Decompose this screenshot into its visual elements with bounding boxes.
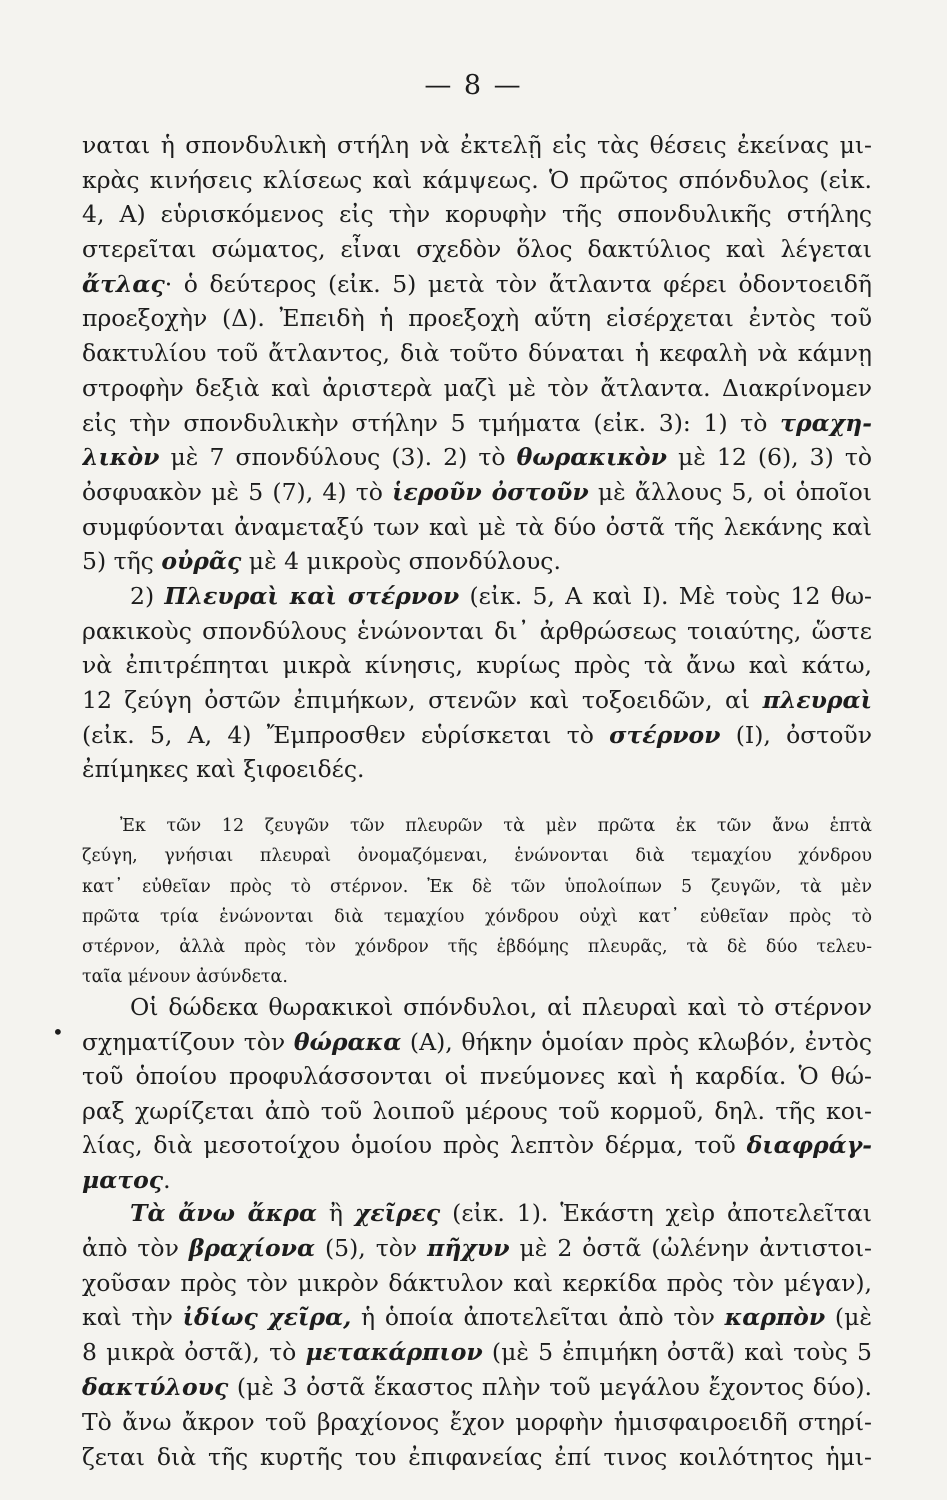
text-segment: 8 μικρὰ ὀστᾶ), τὸ xyxy=(82,1338,306,1367)
text-line: νὰ ἐπιτρέπηται μικρὰ κίνησις, κυρίως πρὸς τὰ ἄνω καὶ κάτω, xyxy=(82,651,872,680)
text-line: ζεται διὰ τῆς κυρτῆς του ἐπιφανείας ἐπί τινος κοιλότητος ἡμι- xyxy=(82,1442,872,1471)
text-segment: (εἰκ. 5, Α, 4) Ἔμπροσθεν εὑρίσκεται τὸ xyxy=(82,720,610,749)
text-line xyxy=(82,1370,872,1405)
emphasized-term: λικὸν xyxy=(82,443,160,472)
emphasized-term: βραχίονα xyxy=(188,1233,316,1262)
emphasized-term: στέρνον xyxy=(609,720,721,749)
text-line: δακτυλίου τοῦ ἄτλαντος, διὰ τοῦτο δύναται ἡ κεφαλὴ νὰ κάμνῃ xyxy=(82,339,872,368)
text-segment: (μὲ 3 ὀστᾶ ἕκαστος πλὴν τοῦ μεγάλου ἔχοντος δύο). xyxy=(228,1372,872,1401)
text-line xyxy=(82,267,872,302)
emphasized-term: μετακάρπιον xyxy=(305,1338,483,1367)
text-line xyxy=(82,475,872,510)
emphasized-term: ἱεροῦν ὀστοῦν xyxy=(392,477,589,506)
text-line xyxy=(82,1300,872,1335)
text-segment: ἀπὸ τὸν xyxy=(82,1233,189,1262)
text-segment: μὲ 12 (6), 3) τὸ xyxy=(666,443,872,472)
text-segment: (μὲ xyxy=(825,1303,872,1332)
text-segment: (μὲ 5 ἐπιμήκη ὀστᾶ) καὶ τοὺς 5 xyxy=(482,1338,872,1367)
text-segment: 12 ζεύγη ὀστῶν ἐπιμήκων, στενῶν καὶ τοξοειδῶν, αἱ xyxy=(82,686,763,714)
margin-mark: • xyxy=(52,1020,64,1044)
text-line: ταῖα μένουν ἀσύνδετα. xyxy=(82,967,288,988)
emphasized-term: θωρακικὸν xyxy=(516,443,667,472)
text-line: πρῶτα τρία ἑνώνονται διὰ τεμαχίου χόνδρου οὐχὶ κατ᾽ εὐθεῖαν πρὸς τὸ xyxy=(82,906,872,927)
emphasized-term: πλευραὶ xyxy=(762,686,872,714)
text-segment: ὀσφυακὸν μὲ 5 (7), 4) τὸ xyxy=(82,477,393,506)
emphasized-term: πῆχυν xyxy=(427,1233,510,1262)
text-line: ἐπίμηκες καὶ ξιφοειδές. xyxy=(82,755,365,784)
text-line: Τὸ ἄνω ἄκρον τοῦ βραχίονος ἔχον μορφὴν ἡμισφαιροειδῆ στηρί- xyxy=(82,1407,872,1436)
text-segment: μὲ 2 ὀστᾶ (ὠλένην ἀντιστοι- xyxy=(509,1233,872,1262)
text-line: ρακικοὺς σπονδύλους ἑνώνονται δι᾽ ἀρθρώσεως τοιαύτης, ὥστε xyxy=(82,616,872,645)
text-line: συμφύονται ἀναμεταξύ των καὶ μὲ τὰ δύο ὀστᾶ τῆς λεκάνης καὶ xyxy=(82,512,872,541)
text-line: ραξ χωρίζεται ἀπὸ τοῦ λοιποῦ μέρους τοῦ κορμοῦ, δηλ. τῆς κοι- xyxy=(82,1096,872,1125)
text-segment: ἢ xyxy=(317,1199,355,1227)
text-line: ναται ἡ σπονδυλικὴ στήλη νὰ ἐκτελῇ εἰς τὰς θέσεις ἐκείνας μι- xyxy=(82,131,872,159)
text-line: τοῦ ὁποίου προφυλάσσονται οἱ πνεύμονες καὶ ἡ καρδία. Ὁ θώ- xyxy=(82,1062,872,1091)
main-paragraph xyxy=(82,128,872,787)
text-line xyxy=(82,544,872,579)
text-line xyxy=(82,1163,872,1198)
text-line: στέρνον, ἀλλὰ πρὸς τὸν χόνδρον τῆς ἑβδόμης πλευρᾶς, τὰ δὲ δύο τελευ- xyxy=(82,937,872,958)
upper-limbs-paragraph xyxy=(82,1196,872,1474)
emphasized-term: δακτύλους xyxy=(82,1372,229,1401)
emphasized-term: τραχη- xyxy=(780,408,872,437)
text-line xyxy=(82,1335,872,1370)
emphasized-term: Τὰ ἄνω ἄκρα xyxy=(130,1199,317,1227)
text-line: κατ᾽ εὐθεῖαν πρὸς τὸ στέρνον. Ἐκ δὲ τῶν ὑπολοίπων 5 ζευγῶν, τὰ μὲν xyxy=(82,876,872,897)
text-segment: καὶ τὴν xyxy=(82,1303,183,1332)
text-segment: μὲ 7 σπονδύλους (3). 2) τὸ xyxy=(159,443,517,472)
text-line xyxy=(82,1025,872,1060)
text-line: στροφὴν δεξιὰ καὶ ἀριστερὰ μαζὶ μὲ τὸν ἄτλαντα. Διακρίνομεν xyxy=(82,373,872,402)
text-line xyxy=(82,440,872,475)
text-line xyxy=(82,579,872,614)
text-segment: (Ι), ὀστοῦν xyxy=(720,720,872,749)
text-segment: 5) τῆς xyxy=(82,547,162,576)
text-segment: (Α), θήκην ὁμοίαν πρὸς κλωβόν, ἐντὸς xyxy=(401,1027,872,1056)
emphasized-term: ἰδίως χεῖρα, xyxy=(182,1303,352,1332)
text-line: Οἱ δώδεκα θωρακικοὶ σπόνδυλοι, αἱ πλευραὶ καὶ τὸ στέρνον xyxy=(130,993,872,1021)
text-segment: (εἰκ. 5, Α καὶ Ι). Μὲ τοὺς 12 θω- xyxy=(459,581,872,610)
footnote-paragraph xyxy=(82,811,872,993)
text-line: κρὰς κινήσεις κλίσεως καὶ κάμψεως. Ὁ πρῶτος σπόνδυλος (εἰκ. xyxy=(82,165,872,194)
text-line xyxy=(82,683,872,718)
text-segment: μὲ 4 μικροὺς σπονδύλους. xyxy=(241,547,561,576)
text-line xyxy=(82,718,872,753)
thorax-paragraph xyxy=(82,990,872,1198)
text-line xyxy=(82,1128,872,1163)
emphasized-term: καρπὸν xyxy=(724,1303,826,1332)
text-segment: σχηματίζουν τὸν xyxy=(82,1027,294,1056)
text-line: Ἐκ τῶν 12 ζευγῶν τῶν πλευρῶν τὰ μὲν πρῶτα ἐκ τῶν ἄνω ἑπτὰ xyxy=(120,816,872,836)
text-line: στερεῖται σώματος, εἶναι σχεδὸν ὅλος δακτύλιος καὶ λέγεται xyxy=(82,235,872,264)
text-line xyxy=(82,1231,872,1266)
emphasized-term: Πλευραὶ καὶ στέρνον xyxy=(164,581,460,610)
text-line: χοῦσαν πρὸς τὸν μικρὸν δάκτυλον καὶ κερκίδα πρὸς τὸν μέγαν), xyxy=(82,1268,872,1297)
emphasized-term: χεῖρες xyxy=(354,1199,441,1227)
text-segment: μὲ ἄλλους 5, οἱ ὁποῖοι xyxy=(588,477,872,506)
text-segment: · ὁ δεύτερος (εἰκ. 5) μετὰ τὸν ἄτλαντα φέρει ὀδοντοειδῆ xyxy=(164,269,872,298)
text-segment: (εἰκ. 1). Ἑκάστη χεὶρ ἀποτελεῖται xyxy=(440,1199,872,1227)
text-line: ζεύγη, γνήσιαι πλευραὶ ὀνομαζόμεναι, ἑνώνονται διὰ τεμαχίου χόνδρου xyxy=(82,846,872,867)
text-segment: . xyxy=(163,1165,171,1194)
text-line: 4, Α) εὑρισκόμενος εἰς τὴν κορυφὴν τῆς σπονδυλικῆς στήλης xyxy=(82,200,872,229)
text-segment: (5), τὸν xyxy=(315,1233,428,1262)
emphasized-term: ματος xyxy=(82,1165,164,1194)
text-segment: λίας, διὰ μεσοτοίχου ὁμοίου πρὸς λεπτὸν δέρμα, τοῦ xyxy=(82,1131,747,1160)
text-line xyxy=(82,406,872,441)
text-segment: εἰς τὴν σπονδυλικὴν στήλην 5 τμήματα (εἰκ. 3): 1) τὸ xyxy=(82,408,781,437)
text-segment: ἡ ὁποία ἀποτελεῖται ἀπὸ τὸν xyxy=(351,1303,725,1332)
emphasized-term: οὐρᾶς xyxy=(161,547,242,576)
text-segment: 2) xyxy=(130,581,165,610)
emphasized-term: ἄτλας xyxy=(82,269,165,298)
text-line: προεξοχὴν (Δ). Ἐπειδὴ ἡ προεξοχὴ αὕτη εἰσέρχεται ἐντὸς τοῦ xyxy=(82,304,872,333)
emphasized-term: διαφράγ- xyxy=(746,1131,872,1160)
emphasized-term: θώρακα xyxy=(293,1027,402,1056)
page-number: — 8 — xyxy=(424,70,523,101)
text-line xyxy=(82,1196,872,1231)
